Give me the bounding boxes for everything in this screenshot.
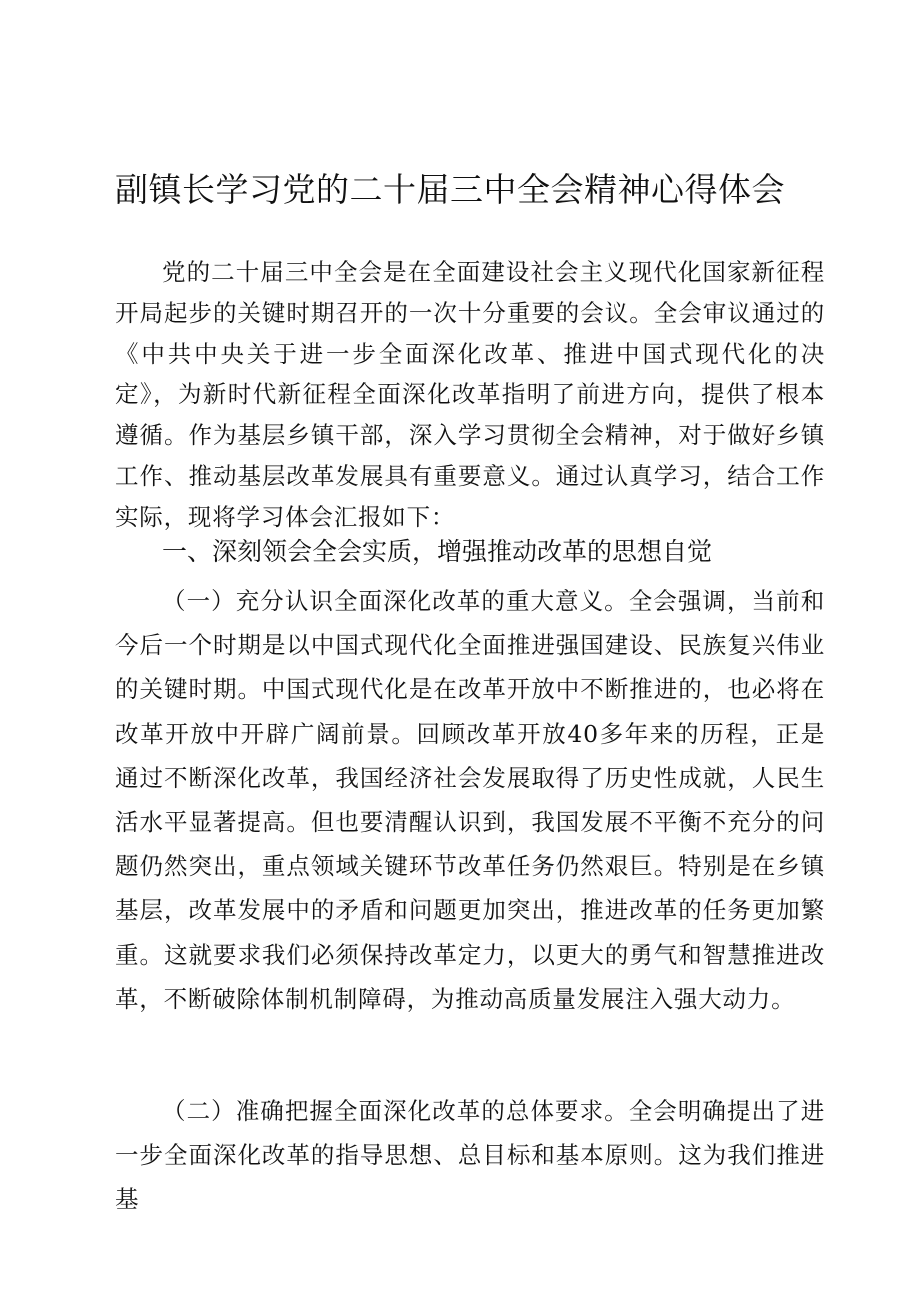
section-heading: 一、深刻领会全会实质，增强推动改革的思想自觉 [162, 537, 713, 566]
section-point-1-paragraph: （一）充分认识全面深化改革的重大意义。全会强调，当前和今后一个时期是以中国式现代化全面推进强国建设、民族复兴伟业的关键时期。中国式现代化是在改革开放中不断推进的，也必将在改革开放中开辟广阔前景。回顾改革开放40多年来的历程，正是通过不断深化改革，我国经济社会发展取得了历史性成就，人民生活水平显著提高。但也要清醒认识到，我国发展不平衡不充分的问题仍然突出，重点领域关键环节改革任务仍然艰巨。特别是在乡镇基层，改革发展中的矛盾和问题更加突出，推进改革的任务更加繁重。这就要求我们必须保持改革定力，以更大的勇气和智慧推进改革，不断破除体制机制障碍，为推动高质量发展注入强大动力。 [115, 587, 825, 1013]
document-title: 副镇长学习党的二十届三中全会精神心得体会 [115, 170, 785, 209]
section-point-2-paragraph: （二）准确把握全面深化改革的总体要求。全会明确提出了进一步全面深化改革的指导思想、总目标和基本原则。这为我们推进基 [115, 1097, 825, 1213]
intro-paragraph: 党的二十届三中全会是在全面建设社会主义现代化国家新征程开局起步的关键时期召开的一次十分重要的会议。全会审议通过的《中共中央关于进一步全面深化改革、推进中国式现代化的决定》，为新时代新征程全面深化改革指明了前进方向，提供了根本遵循。作为基层乡镇干部，深入学习贯彻全会精神，对于做好乡镇工作、推动基层改革发展具有重要意义。通过认真学习，结合工作实际，现将学习体会汇报如下： [115, 258, 825, 531]
